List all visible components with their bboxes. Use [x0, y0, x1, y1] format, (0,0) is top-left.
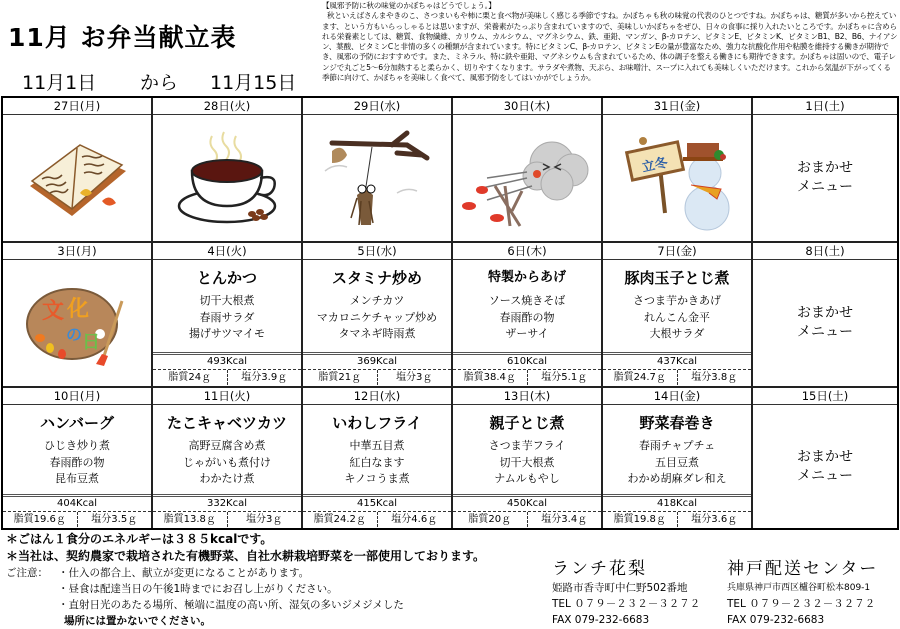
day-cell	[453, 243, 603, 388]
side-dish: れんこん金平	[644, 310, 710, 324]
day-header: 30日(木)	[453, 98, 601, 115]
culture-day-palette-icon	[3, 260, 151, 386]
day-cell	[603, 243, 753, 388]
side-dish: わかたけ煮	[199, 472, 255, 485]
notice-title: 【風邪予防に秋の味覚のかぼちゃはどうでしょう。】	[322, 1, 496, 10]
caution-item: 場所には置かないでください。	[64, 615, 211, 627]
nutrition-info	[453, 494, 601, 528]
day-header: 7日(金)	[603, 243, 751, 260]
calories: 493Kcal	[153, 355, 301, 370]
side-dish: 五目豆煮	[655, 455, 699, 469]
fat: 脂質24.2ｇ	[303, 512, 378, 527]
nutrition-info	[153, 494, 301, 528]
nutrition-info	[303, 352, 451, 386]
side-dish: 春雨チャプチェ	[638, 439, 716, 452]
shop-name: 神戸配送センター	[727, 559, 879, 579]
caution-label: ご注意：	[6, 567, 48, 579]
day-cell-omakase	[753, 388, 897, 528]
calories: 418Kcal	[603, 497, 751, 512]
main-dish: 特製からあげ	[487, 270, 566, 285]
day-header: 6日(木)	[453, 243, 601, 260]
period-end: 11月15日	[210, 72, 297, 94]
salt: 塩分3.4ｇ	[541, 514, 588, 525]
day-header: 29日(水)	[303, 98, 451, 115]
day-cell	[3, 388, 153, 528]
side-dishes	[153, 438, 301, 488]
side-dish: メンチカツ	[349, 294, 405, 307]
salt: 塩分3ｇ	[396, 372, 433, 383]
shop-fax: FAX 079-232-6683	[552, 614, 650, 626]
salt: 塩分5.1ｇ	[541, 372, 588, 383]
salt: 塩分3.5ｇ	[91, 514, 138, 525]
side-dish: さつま芋かきあげ	[633, 294, 721, 307]
main-dish: いわしフライ	[332, 414, 422, 432]
omakase-label: おまかせ	[797, 305, 853, 321]
menu-period	[22, 68, 296, 95]
sign-text: 立冬	[640, 155, 670, 176]
organic-vegetable-note: ＊当社は、契約農家で栽培された有機野菜、自社水耕栽培野菜を一部使用しております。	[6, 549, 486, 563]
side-dishes	[303, 293, 451, 343]
day-cell	[3, 98, 153, 243]
shop-address: 姫路市香寺町中仁野502番地	[552, 582, 688, 594]
menu-calendar	[1, 96, 899, 530]
side-dish: ソース焼きそば	[488, 294, 566, 307]
omakase-label: おまかせ	[797, 160, 853, 176]
side-dish: じゃがいも煮付け	[183, 455, 271, 469]
salt: 塩分3.6ｇ	[691, 514, 738, 525]
fat: 脂質38.4ｇ	[453, 370, 528, 385]
shop-lunch-karin	[552, 558, 700, 628]
day-cell	[303, 388, 453, 528]
svg-text:化: 化	[67, 296, 90, 322]
day-header: 31日(金)	[603, 98, 751, 115]
fat: 脂質19.6ｇ	[3, 512, 78, 527]
calories: 450Kcal	[453, 497, 601, 512]
book-icon	[3, 115, 151, 241]
caution-item: ・昼食は配達当日の午後1時までにお召し上がりください。	[58, 583, 338, 595]
calories: 415Kcal	[303, 497, 451, 512]
day-cell	[153, 98, 303, 243]
page-title: 11月 お弁当献立表	[8, 23, 237, 52]
day-cell-omakase	[753, 98, 897, 243]
day-header: 1日(土)	[753, 98, 897, 115]
day-header: 8日(土)	[753, 243, 897, 260]
side-dish: タマネギ時雨煮	[338, 327, 416, 340]
fat: 脂質19.8ｇ	[603, 512, 678, 527]
autumn-leaf-branch-icon	[303, 115, 451, 241]
side-dish: 春雨サラダ	[199, 310, 255, 324]
footer-notes	[6, 531, 485, 629]
salt: 塩分4.6ｇ	[391, 514, 438, 525]
notice-body: 秋といえばさんまやきのこ、さつまいもや柿に栗と食べ物が美味しく感じる季節ですね。かぼちゃも秋の味覚の代表のひとつですね。かぼちゃは、糖質が多いから控えています、という方もいらっしゃるとは思いますが、栄養素がたっぷり含まれていますので、美味しいかぼちゃをぜひ、日々の食事に採り入れたいところです。かぼちゃに含められる栄養素としては、糖質、食物繊維、カリウム、カルシウム、マグネシウム、鉄、亜鉛、マンガン、β-カロテン、ビタミンE、ビタミンK、ビタミンB1、B2、B6、ナイアシン、葉酸、ビタミンCと非情の多くの種類が含まれています。特にビタミンC、β-カロテン、ビタミンEの量が豊富なため、強力な抗酸化作用や粘膜を維持する働きが期待でき、風邪の予防におすすめです。また、ミネラル、特に鉄や亜鉛、マグネシウムも含まれているため、体の調子を整える働きにも期待できます。かぼちゃは固いので、電子レンジで丸ごと5～6分加熱すると柔らかく、切りやすくなります。サラダや煮物、天ぷら、お味噌汁、スープに入れても美味しくいただけます。これから気温が下がってくる季節に向けて、かぼちゃを美味しく食べて、風邪予防をしてはいかがでしょうか。	[322, 11, 898, 83]
shop-tel: TEL ０７９－２３２－３２７２	[552, 598, 701, 610]
side-dishes	[3, 438, 151, 488]
side-dish: 中華五目煮	[349, 439, 405, 452]
day-cell	[153, 243, 303, 388]
side-dish: 春雨酢の物	[499, 310, 555, 324]
side-dishes	[303, 438, 451, 488]
side-dish: さつま芋フライ	[488, 439, 566, 452]
side-dishes	[453, 293, 601, 343]
fat: 脂質24ｇ	[153, 370, 228, 385]
main-dish: ハンバーグ	[40, 414, 114, 432]
fat: 脂質24.7ｇ	[603, 370, 678, 385]
main-dish: とんかつ	[196, 269, 257, 287]
caution-item: ・直射日光のあたる場所、極端に温度の高い所、湿気の多いジメジメした	[58, 599, 404, 611]
svg-text:文: 文	[42, 298, 65, 324]
day-header: 13日(木)	[453, 388, 601, 405]
omakase-menu-label: メニュー	[797, 179, 853, 195]
side-dishes	[453, 438, 601, 488]
side-dish: 高野豆腐含め煮	[188, 439, 266, 452]
shop-fax: FAX 079-232-6683	[727, 614, 825, 626]
day-header: 28日(火)	[153, 98, 301, 115]
day-header: 5日(水)	[303, 243, 451, 260]
fat: 脂質20ｇ	[453, 512, 528, 527]
side-dish: ひじき炒り煮	[44, 439, 110, 452]
calories: 332Kcal	[153, 497, 301, 512]
day-header: 27日(月)	[3, 98, 151, 115]
side-dish: 切干大根煮	[199, 294, 255, 307]
day-header: 11日(火)	[153, 388, 301, 405]
side-dish: キノコうま煮	[344, 472, 410, 485]
svg-text:日: 日	[82, 331, 100, 353]
calories: 610Kcal	[453, 355, 601, 370]
main-dish: 豚肉玉子とじ煮	[624, 269, 730, 287]
side-dish: 春雨酢の物	[49, 455, 105, 469]
side-dish: ザーサイ	[505, 327, 549, 340]
side-dish: 昆布豆煮	[55, 472, 99, 485]
period-start: 11月1日	[22, 72, 97, 94]
rice-energy-note: ＊ごはん１食分のエネルギーは３８５kcalです。	[6, 532, 273, 546]
day-cell-omakase	[753, 243, 897, 388]
coffee-cup-icon	[153, 115, 301, 241]
day-header: 12日(水)	[303, 388, 451, 405]
period-separator: から	[140, 72, 179, 94]
calories: 437Kcal	[603, 355, 751, 370]
nutrition-info	[303, 494, 451, 528]
side-dish: 紅白なます	[349, 455, 405, 469]
day-header: 15日(土)	[753, 388, 897, 405]
day-cell	[303, 98, 453, 243]
day-header: 4日(火)	[153, 243, 301, 260]
nutrition-info	[603, 494, 751, 528]
main-dish: スタミナ炒め	[331, 269, 422, 287]
side-dish: わかめ胡麻ダレ和え	[627, 472, 727, 485]
main-dish: たこキャベツカツ	[166, 414, 287, 432]
shop-name: ランチ花梨	[552, 559, 647, 579]
fat: 脂質13.8ｇ	[153, 512, 228, 527]
day-cell	[453, 388, 603, 528]
main-dish: 親子とじ煮	[489, 414, 565, 432]
side-dishes	[603, 438, 751, 488]
salt: 塩分3.8ｇ	[691, 372, 738, 383]
day-header: 14日(金)	[603, 388, 751, 405]
main-dish: 野菜春巻き	[639, 414, 715, 432]
nutrition-info	[3, 494, 151, 528]
day-cell	[3, 243, 153, 388]
shop-tel: TEL ０７９－２３２－３２７２	[727, 598, 876, 610]
day-cell	[603, 98, 753, 243]
omakase-menu-label: メニュー	[797, 324, 853, 340]
day-cell	[303, 243, 453, 388]
day-header: 3日(月)	[3, 243, 151, 260]
side-dishes	[603, 293, 751, 343]
snowman-rittou-icon	[603, 115, 751, 241]
calories: 369Kcal	[303, 355, 451, 370]
salt: 塩分3.9ｇ	[241, 372, 288, 383]
omakase-label: おまかせ	[797, 448, 853, 465]
svg-text:の: の	[66, 324, 83, 344]
nutrition-info	[603, 352, 751, 386]
caution-item: ・仕入の都合上、献立が変更になることがあります。	[58, 567, 310, 579]
side-dish: マカロニケチャップ炒め	[316, 310, 438, 324]
calories: 404Kcal	[3, 497, 151, 512]
nutrition-info	[453, 352, 601, 386]
wind-cloud-icon	[453, 115, 601, 241]
side-dish: 大根サラダ	[649, 327, 705, 340]
shop-kobe-center	[727, 558, 878, 628]
side-dishes	[153, 293, 301, 343]
salt: 塩分3ｇ	[246, 514, 283, 525]
shop-address: 兵庫県神戸市西区櫨谷町松本809-1	[727, 583, 871, 593]
nutrition-info	[153, 352, 301, 386]
day-cell	[603, 388, 753, 528]
side-dish: ナムルもやし	[494, 472, 560, 485]
omakase-menu-label: メニュー	[797, 467, 853, 484]
side-dish: 揚げサツマイモ	[188, 327, 266, 340]
side-dish: 切干大根煮	[499, 455, 555, 469]
day-header: 10日(月)	[3, 388, 151, 405]
health-notice	[322, 1, 898, 83]
day-cell	[153, 388, 303, 528]
fat: 脂質21ｇ	[303, 370, 378, 385]
day-cell	[453, 98, 603, 243]
